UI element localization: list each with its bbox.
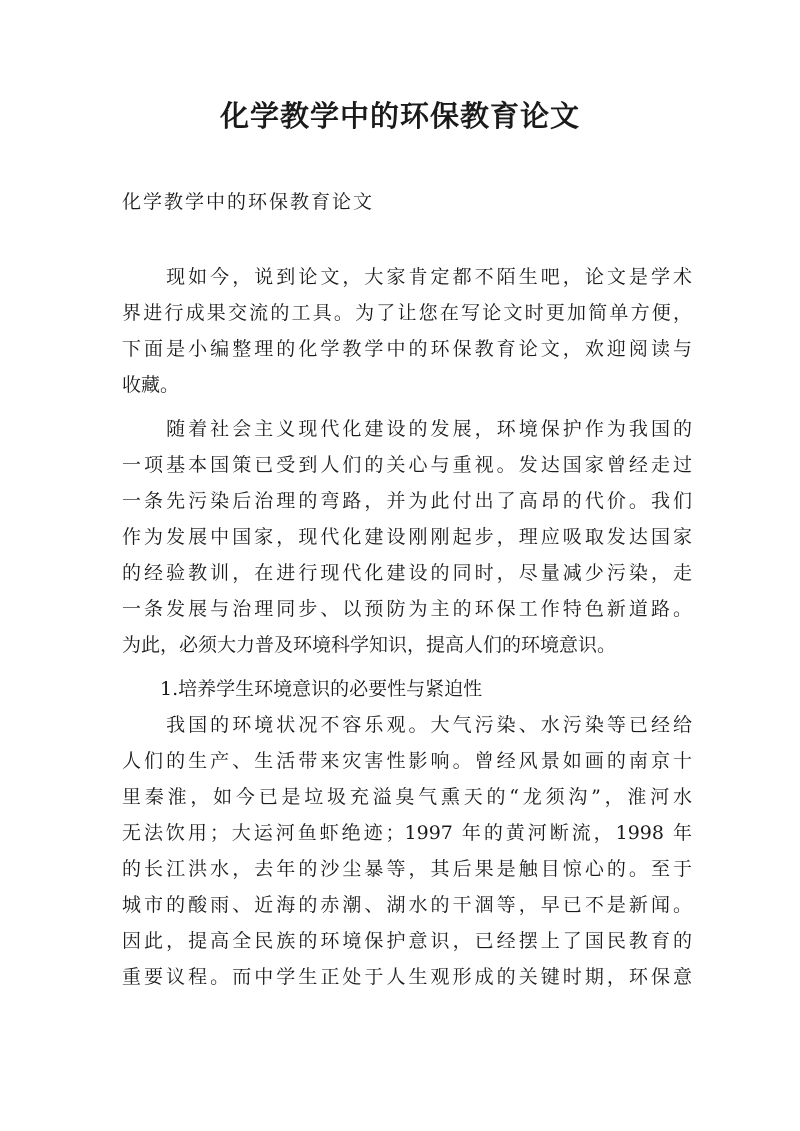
body-line: 我国的环境状况不容乐观。大气污染、水污染等已经给 — [122, 714, 692, 736]
body-line: 界进行成果交流的工具。为了让您在写论文时更加简单方便， — [122, 302, 692, 324]
body-line: 为此，必须大力普及环境科学知识，提高人们的环境意识。 — [122, 634, 617, 656]
body-line: 因此，提高全民族的环境保护意识，已经摆上了国民教育的 — [122, 930, 692, 952]
section-heading: 1.培养学生环境意识的必要性与紧迫性 — [122, 678, 483, 700]
body-line: 一条发展与治理同步、以预防为主的环保工作特色新道路。 — [122, 598, 692, 620]
body-line: 一条先污染后治理的弯路，并为此付出了高昂的代价。我们 — [122, 490, 692, 512]
body-line: 人们的生产、生活带来灾害性影响。曾经风景如画的南京十 — [122, 750, 692, 772]
body-line: 收藏。 — [122, 374, 180, 396]
body-line: 的长江洪水，去年的沙尘暴等，其后果是触目惊心的。至于 — [122, 858, 692, 880]
body-line: 的经验教训，在进行现代化建设的同时，尽量减少污染，走 — [122, 562, 692, 584]
body-line: 现如今，说到论文，大家肯定都不陌生吧，论文是学术 — [122, 266, 692, 288]
body-line: 一项基本国策已受到人们的关心与重视。发达国家曾经走过 — [122, 454, 692, 476]
body-line: 城市的酸雨、近海的赤潮、湖水的干涸等，早已不是新闻。 — [122, 894, 692, 916]
body-line: 里秦淮，如今已是垃圾充溢臭气熏天的“龙须沟”，淮河水 — [122, 786, 692, 808]
document-subtitle: 化学教学中的环保教育论文 — [122, 191, 375, 213]
body-line: 作为发展中国家，现代化建设刚刚起步，理应吸取发达国家 — [122, 526, 692, 548]
body-line: 随着社会主义现代化建设的发展，环境保护作为我国的 — [122, 418, 692, 440]
document-title: 化学教学中的环保教育论文 — [219, 99, 580, 133]
body-line: 重要议程。而中学生正处于人生观形成的关键时期，环保意 — [122, 966, 692, 988]
body-line: 下面是小编整理的化学教学中的环保教育论文，欢迎阅读与 — [122, 338, 692, 360]
body-line: 无法饮用；大运河鱼虾绝迹；1997 年的黄河断流，1998 年 — [122, 822, 692, 844]
